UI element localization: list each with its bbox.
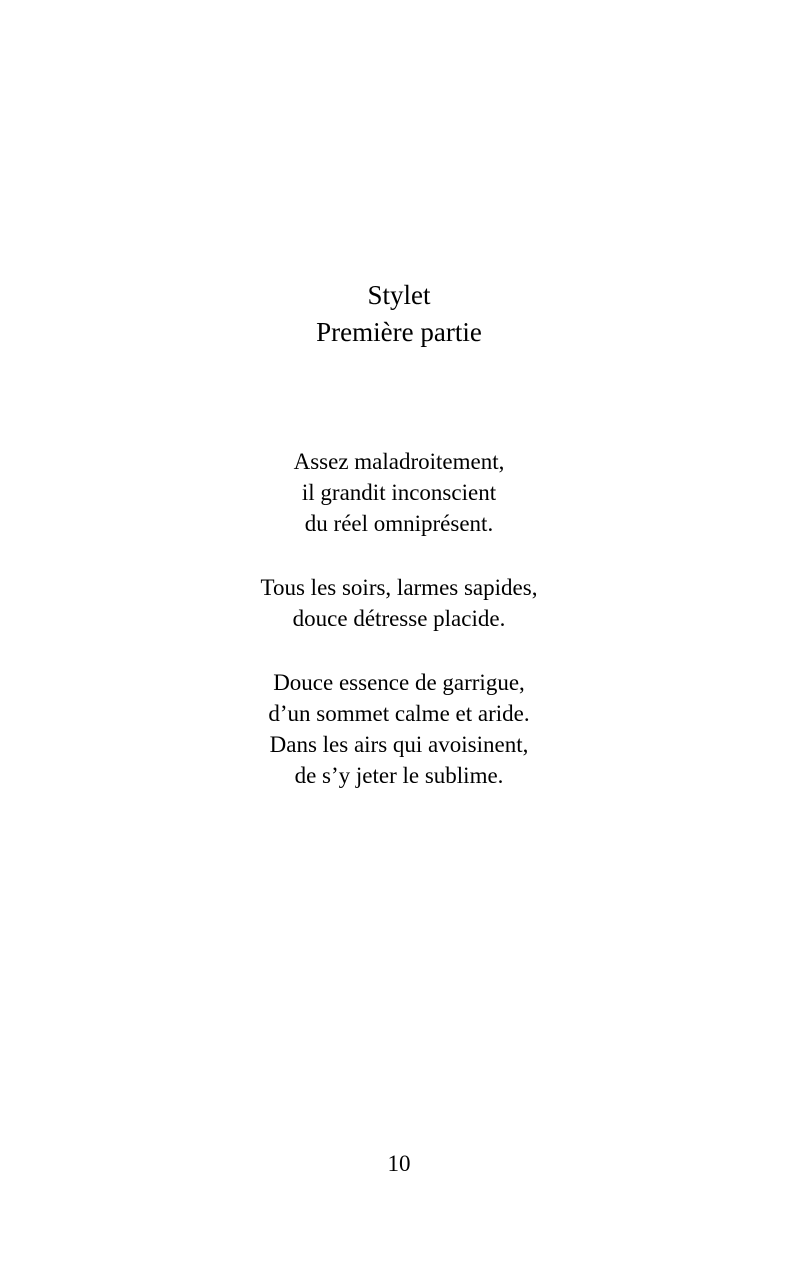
verse-line: il grandit inconscient [301, 480, 497, 505]
verse-line: Assez maladroitement, [293, 449, 505, 474]
title-line-1: Stylet [367, 280, 431, 310]
stanza [0, 446, 798, 539]
poem-body [0, 446, 798, 824]
verse-line: Dans les airs qui avoisinent, [269, 732, 529, 757]
verse-line: Douce essence de garrigue, [273, 670, 525, 695]
verse-line: de s’y jeter le sublime. [294, 763, 504, 788]
poem-title [0, 277, 798, 351]
stanza [0, 572, 798, 634]
verse-line: douce détresse placide. [292, 606, 506, 631]
verse-line: d’un sommet calme et aride. [268, 701, 530, 726]
page-number: 10 [387, 1151, 411, 1176]
title-line-2: Première partie [316, 317, 482, 347]
verse-line: Tous les soirs, larmes sapides, [260, 575, 538, 600]
verse-line: du réel omniprésent. [304, 511, 494, 536]
stanza [0, 667, 798, 791]
